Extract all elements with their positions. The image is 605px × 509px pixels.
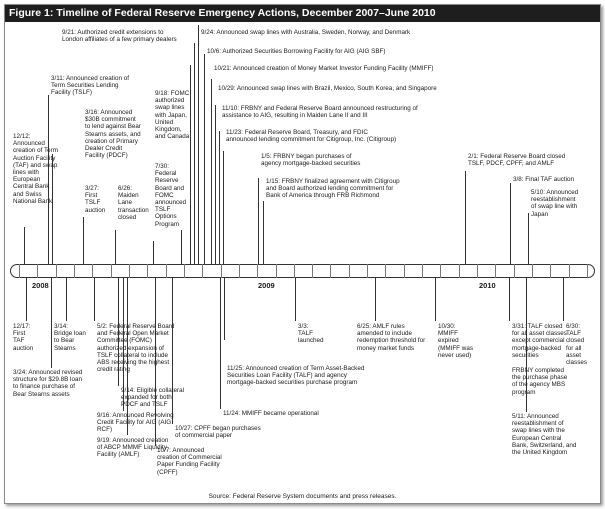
connector-line xyxy=(153,241,154,264)
month-tick xyxy=(312,264,313,278)
source-note: Source: Federal Reserve System documents and press releases. xyxy=(208,493,397,500)
event-2008-03-11: 3/11: Announced creation of Term Securities Lending Facility (TSLF) xyxy=(51,75,129,97)
month-tick xyxy=(459,264,460,278)
event-2008-09-19: 9/19: Announced creation of ABCP MMMF Liquidity Facility (AMLF) xyxy=(97,437,169,459)
connector-line xyxy=(295,278,296,321)
connector-line xyxy=(224,278,225,340)
event-2008-03-14: 3/14: Bridge loan to Bear Stearns xyxy=(54,323,86,352)
event-2008-07-30: 7/30: Federal Reserve Board and FOMC announced TSLF Options Program xyxy=(155,163,187,228)
event-2008-03-16: 3/16: Announced $30B commitment to lend against Bear Stearns assets, and creation of Primary Dealer Credit Facility (PDCF) xyxy=(85,109,142,160)
connector-line xyxy=(263,201,264,264)
connector-line xyxy=(51,278,52,368)
month-tick xyxy=(147,264,148,278)
month-tick xyxy=(129,264,130,278)
event-2008-06-26: 6/26: Maiden Lane transaction closed xyxy=(118,185,149,221)
connector-line xyxy=(204,54,205,264)
month-tick xyxy=(37,264,38,278)
connector-line xyxy=(223,151,224,264)
month-tick xyxy=(166,264,167,278)
event-2008-05-02: 5/2: Federal Reserve Board and Federal Open Market Committee (FOMC) authorized expansion of TSLF collateral to include ABS receiving the highest credit rating xyxy=(97,323,175,374)
month-tick xyxy=(92,264,93,278)
month-tick xyxy=(202,264,203,278)
event-2010-06-30: 6/30: TALF closed for all asset classes xyxy=(566,323,587,367)
event-2008-09-16: 9/16: Announced Revolving Credit Facility for AIG (AIG RCF) xyxy=(97,412,174,434)
figure-title: Figure 1: Timeline of Federal Reserve Emergency Actions, December 2007–June 2010 xyxy=(5,5,600,22)
event-2010-05-10: 5/10: Announced reestablishment of swap line with Japan xyxy=(531,189,579,218)
month-tick xyxy=(404,264,405,278)
connector-line xyxy=(563,278,564,321)
event-2008-10-27: 10/27: CPFF began purchases of commercial paper xyxy=(175,425,261,440)
connector-line xyxy=(66,278,67,321)
month-tick xyxy=(495,264,496,278)
connector-line xyxy=(83,217,84,264)
event-2009-03-03: 3/3: TALF launched xyxy=(298,323,324,345)
month-tick xyxy=(587,264,588,278)
event-2009-10-30: 10/30: MMIFF expired (MMIFF was never used) xyxy=(438,323,473,359)
connector-line xyxy=(465,171,466,264)
month-tick xyxy=(294,264,295,278)
month-tick xyxy=(330,264,331,278)
month-tick xyxy=(239,264,240,278)
month-tick xyxy=(440,264,441,278)
month-tick xyxy=(74,264,75,278)
event-2007-12-12: 12/12: Announced creation of Term Auction Facility (TAF) and swap lines with European Central Bank and Swiss National Bank xyxy=(13,133,59,205)
event-2008-11-25: 11/25: Announced creation of Term Asset-Backed Securities Loan Facility (TALF) and agency mortgage-backed securities purchase program xyxy=(227,365,365,387)
month-tick xyxy=(221,264,222,278)
connector-line xyxy=(435,278,436,321)
event-2008-09-14: 9/14: Eligible collateral expanded for both PDCF and TSLF xyxy=(121,387,185,409)
month-tick xyxy=(385,264,386,278)
month-tick xyxy=(550,264,551,278)
month-tick xyxy=(56,264,57,278)
event-2009-01-05: 1/5: FRBNY began purchases of agency mortgage-backed securities xyxy=(261,153,361,168)
event-2008-10-29: 10/29: Announced swap lines with Brazil, Mexico, South Korea, and Singapore xyxy=(218,85,437,92)
connector-line xyxy=(258,178,259,264)
month-tick xyxy=(422,264,423,278)
connector-line xyxy=(375,278,376,321)
event-2010-03-08: 3/8: Final TAF auction xyxy=(513,176,575,183)
month-tick xyxy=(367,264,368,278)
event-2008-11-23: 11/23: Federal Reserve Board, Treasury, and FDIC announced lending commitment for Citigroup, Inc. (Citigroup) xyxy=(226,129,397,144)
connector-line xyxy=(115,230,116,264)
event-2008-09-21: 9/21: Authorized credit extensions to London affiliates of a few primary dealers xyxy=(62,29,177,44)
event-2008-09-24: 9/24: Announced swap lines with Australia, Sweden, Norway, and Denmark xyxy=(201,29,411,36)
connector-line xyxy=(24,227,25,264)
connector-line xyxy=(219,131,220,264)
event-2008-10-21: 10/21: Announced creation of Money Market Investor Funding Facility (MMIFF) xyxy=(214,65,434,72)
month-tick xyxy=(514,264,515,278)
event-2008-11-10: 11/10: FRBNY and Federal Reserve Board announced restructuring of assistance to AIG, resulting in Maiden Lane II and III xyxy=(222,105,418,120)
month-tick xyxy=(184,264,185,278)
timeline-bar xyxy=(10,264,595,278)
connector-line xyxy=(190,65,191,264)
event-2010-05-11: 5/11: Announced reestablishment of swap lines with the European Central Bank, Switzerland, and the United Kingdom xyxy=(512,413,577,457)
connector-line xyxy=(94,278,95,321)
year-label-2008: 2008 xyxy=(32,281,49,290)
month-tick xyxy=(19,264,20,278)
year-label-2010: 2010 xyxy=(479,281,496,290)
figure-frame xyxy=(4,4,601,504)
event-2008-10-07: 10/7: Announced creation of Commercial Paper Funding Facility (CPFF) xyxy=(157,447,222,476)
event-2008-10-06: 10/6: Authorized Securities Borrowing Facility for AIG (AIG SBF) xyxy=(207,48,386,55)
year-label-2009: 2009 xyxy=(258,281,275,290)
connector-line xyxy=(510,183,511,264)
event-2009-06-25: 6/25: AMLF rules amended to include redemption threshold for money market funds xyxy=(357,323,426,352)
connector-line xyxy=(181,230,182,264)
month-tick xyxy=(111,264,112,278)
month-tick xyxy=(477,264,478,278)
event-2007-12-17: 12/17: First TAF auction xyxy=(13,323,34,352)
event-2010-02-01: 2/1: Federal Reserve Board closed TSLF, PDCF, CPFF, and AMLF xyxy=(468,153,566,168)
connector-line xyxy=(215,105,216,264)
event-2009-01-15: 1/15: FRBNY finalized agreement with Citigroup and Board authorized lending commitment for Bank of America through FRB Richmond xyxy=(266,178,400,200)
event-2008-11-24: 11/24: MMIFF became operational xyxy=(223,410,319,417)
connector-line xyxy=(220,278,221,409)
connector-line xyxy=(528,213,529,264)
event-2008-03-27: 3/27: First TSLF auction xyxy=(85,185,106,214)
month-tick xyxy=(257,264,258,278)
month-tick xyxy=(349,264,350,278)
event-2010-03-31-mbs: FRBNY completed the purchase phase of the agency MBS program xyxy=(512,367,568,396)
connector-line xyxy=(194,43,195,264)
connector-line xyxy=(26,278,27,321)
month-tick xyxy=(569,264,570,278)
connector-line xyxy=(509,278,510,321)
event-2010-03-31: 3/31: TALF closed for all asset classes except commercial mortgage-backed securities xyxy=(512,323,567,359)
connector-line xyxy=(211,79,212,264)
connector-line xyxy=(198,25,199,264)
month-tick xyxy=(532,264,533,278)
event-2008-03-24: 3/24: Announced revised structure for $29.8B loan to finance purchase of Bear Stearns assets xyxy=(13,369,83,398)
month-tick xyxy=(276,264,277,278)
event-2008-09-18: 9/18: FOMC authorized swap lines with Japan, United Kingdom, and Canada xyxy=(155,90,190,141)
